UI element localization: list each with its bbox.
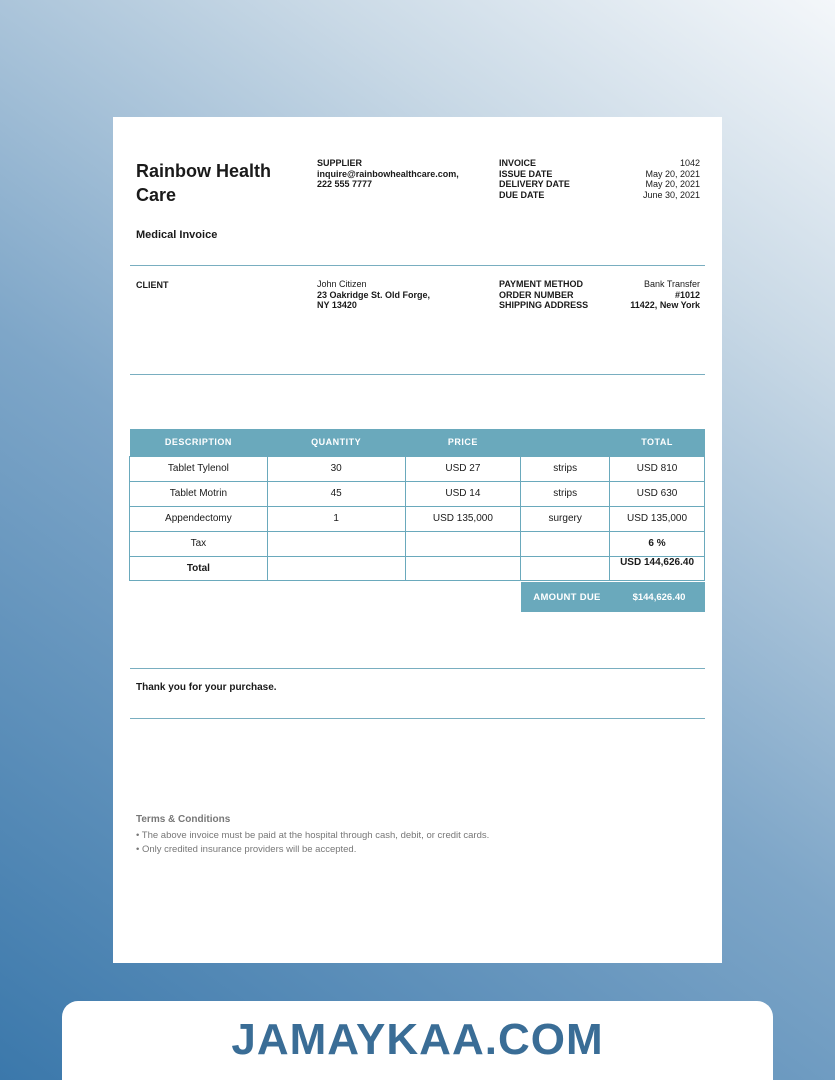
cell-quantity: 1 — [267, 506, 405, 531]
divider — [130, 718, 705, 719]
table-header-row — [130, 429, 705, 456]
cell-quantity — [267, 531, 405, 556]
column-header-price: PRICE — [405, 429, 521, 456]
cell-total-label: Total — [130, 556, 268, 580]
divider — [130, 265, 705, 266]
cell-price: USD 135,000 — [405, 506, 521, 531]
cell-description: Tablet Tylenol — [130, 456, 268, 481]
invoice-meta-values — [643, 158, 700, 200]
total-row — [130, 556, 705, 580]
payment-method: Bank Transfer — [643, 279, 700, 289]
invoice-meta-labels — [499, 158, 570, 200]
supplier-email: inquire@rainbowhealthcare.com, — [317, 168, 459, 179]
cell-quantity: 30 — [267, 456, 405, 481]
invoice-number: 1042 — [679, 158, 700, 168]
cell-description: Tax — [130, 531, 268, 556]
client-label: CLIENT — [136, 280, 169, 290]
due-date-label: DUE DATE — [499, 189, 545, 200]
cell-quantity: 45 — [267, 481, 405, 506]
watermark-banner — [62, 1001, 773, 1080]
cell-total: 6 % — [610, 531, 705, 556]
cell-price — [405, 531, 521, 556]
delivery-date: May 20, 2021 — [645, 179, 700, 189]
company-name: Rainbow Health Care — [136, 161, 272, 205]
cell-quantity — [267, 556, 405, 580]
client-address-line1: 23 Oakridge St. Old Forge, — [317, 289, 431, 300]
invoice-page — [113, 117, 722, 963]
terms-line: • The above invoice must be paid at the hospital through cash, debit, or credit cards. — [136, 830, 490, 841]
payment-values — [630, 279, 700, 311]
cell-unit: strips — [521, 456, 610, 481]
terms-title: Terms & Conditions — [136, 814, 231, 825]
amount-due-value: $144,626.40 — [632, 591, 686, 603]
cell-description: Appendectomy — [130, 506, 268, 531]
client-address-line2: NY 13420 — [317, 300, 357, 310]
cell-unit — [521, 531, 610, 556]
cell-price — [405, 556, 521, 580]
amount-due-box — [521, 582, 705, 612]
cell-price: USD 14 — [405, 481, 521, 506]
client-details — [317, 279, 430, 311]
due-date: June 30, 2021 — [642, 189, 700, 200]
invoice-label: INVOICE — [499, 158, 537, 168]
terms-line: • Only credited insurance providers will be accepted. — [136, 844, 357, 855]
cell-unit: surgery — [521, 506, 610, 531]
document-title: Medical Invoice — [136, 229, 218, 241]
cell-price: USD 27 — [405, 456, 521, 481]
table-row — [130, 456, 705, 481]
supplier-phone: 222 555 7777 — [317, 179, 373, 189]
shipping-address-label: SHIPPING ADDRESS — [499, 300, 589, 310]
cell-unit — [521, 556, 610, 580]
items-table — [129, 429, 705, 581]
cell-unit: strips — [521, 481, 610, 506]
column-header-description: DESCRIPTION — [130, 429, 268, 456]
issue-date: May 20, 2021 — [645, 168, 700, 179]
shipping-address: 11422, New York — [630, 300, 700, 310]
table-row — [130, 481, 705, 506]
issue-date-label: ISSUE DATE — [499, 168, 553, 179]
payment-method-label: PAYMENT METHOD — [499, 279, 584, 289]
column-header-unit — [521, 429, 610, 456]
cell-total: USD 810 — [610, 456, 705, 481]
table-row — [130, 531, 705, 556]
cell-grand-total: USD 144,626.40 — [610, 556, 705, 580]
delivery-date-label: DELIVERY DATE — [499, 179, 570, 189]
cell-description: Tablet Motrin — [130, 481, 268, 506]
cell-total: USD 630 — [610, 481, 705, 506]
column-header-total: TOTAL — [610, 429, 705, 456]
divider — [130, 668, 705, 669]
order-number: #1012 — [674, 289, 700, 300]
payment-labels — [499, 279, 588, 311]
order-number-label: ORDER NUMBER — [499, 289, 574, 300]
client-name: John Citizen — [317, 279, 367, 289]
table-row — [130, 506, 705, 531]
thank-you-note: Thank you for your purchase. — [136, 682, 277, 693]
banner-text: JAMAYKAA.COM — [231, 1015, 604, 1064]
column-header-quantity: QUANTITY — [267, 429, 405, 456]
divider — [130, 374, 705, 375]
supplier-block — [317, 158, 459, 190]
cell-total: USD 135,000 — [610, 506, 705, 531]
amount-due-label: AMOUNT DUE — [533, 591, 601, 603]
supplier-label: SUPPLIER — [317, 158, 363, 168]
